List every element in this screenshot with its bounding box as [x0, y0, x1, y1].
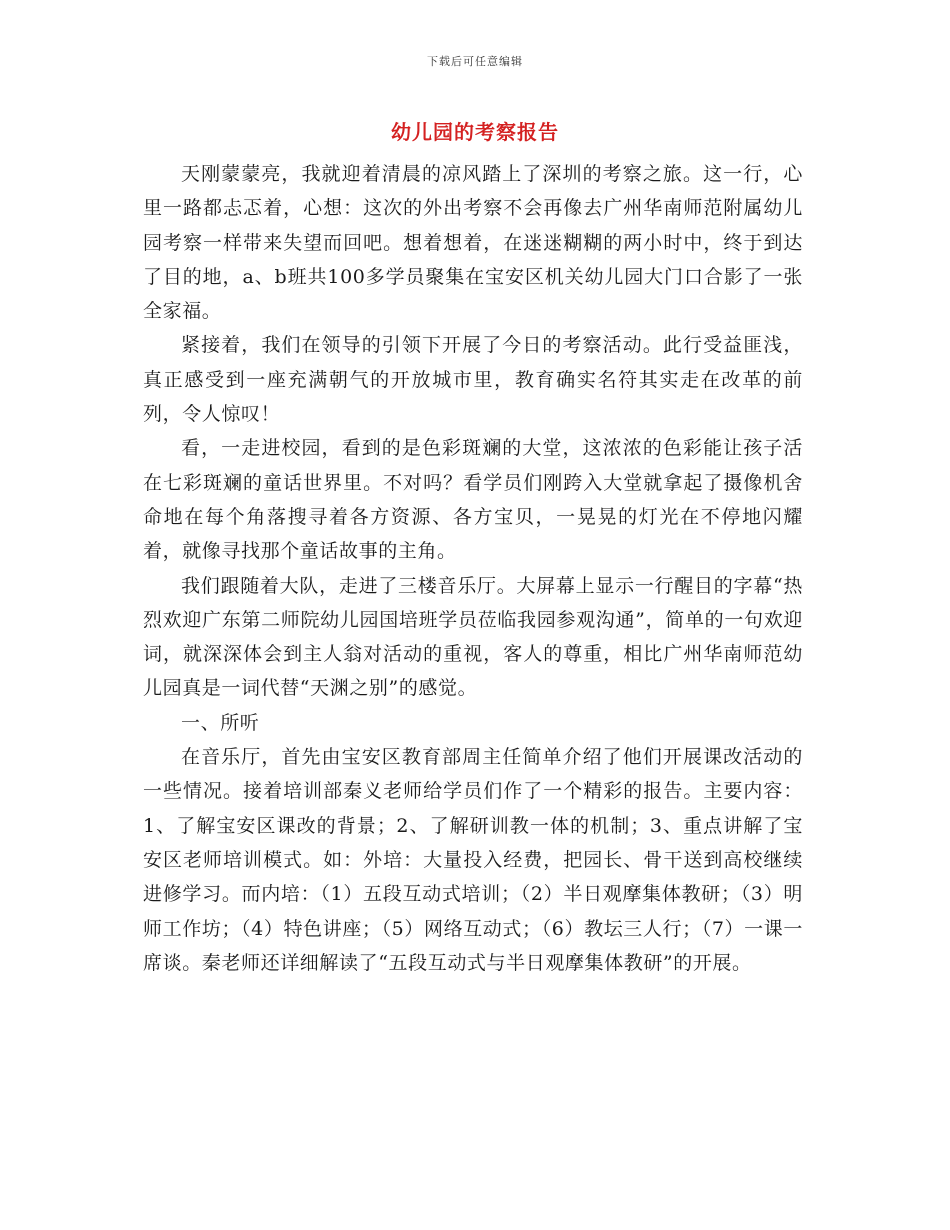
- document-title: 幼儿园的考察报告: [391, 120, 559, 144]
- paragraph-5: 在音乐厅，首先由宝安区教育部周主任简单介绍了他们开展课改活动的一些情况。接着培训部秦义老师给学员们作了一个精彩的报告。主要内容：1、了解宝安区课改的背景；2、了解研训教一体的机制；3、重点讲解了宝安区老师培训模式。如：外培：大量投入经费，把园长、骨干送到高校继续进修学习。而内培：（1）五段互动式培训；（2）半日观摩集体教研；（3）明师工作坊；（4）特色讲座；（5）网络互动式；（6）教坛三人行；（7）一课一席谈。秦老师还详细解读了“五段互动式与半日观摩集体教研”的开展。: [143, 746, 803, 974]
- document-body: [143, 157, 803, 980]
- paragraph-2: 紧接着，我们在领导的引领下开展了今日的考察活动。此行受益匪浅，真正感受到一座充满朝气的开放城市里，教育确实名符其实走在改革的前列，令人惊叹！: [143, 334, 803, 426]
- page-header-note: 下载后可任意编辑: [427, 55, 523, 68]
- section-heading-listening: 一、所听: [181, 711, 260, 734]
- paragraph-4: 我们跟随着大队，走进了三楼音乐厅。大屏幕上显示一行醒目的字幕“热烈欢迎广东第二师院幼儿园国培班学员莅临我园参观沟通”，简单的一句欢迎词，就深深体会到主人翁对活动的重视，客人的尊重，相比广州华南师范幼儿园真是一词代替“天渊之别”的感觉。: [143, 574, 803, 700]
- paragraph-3: 看，一走进校园，看到的是色彩斑斓的大堂，这浓浓的色彩能让孩子活在七彩斑斓的童话世界里。不对吗？看学员们刚跨入大堂就拿起了摄像机舍命地在每个角落搜寻着各方资源、各方宝贝，一晃晃的灯光在不停地闪耀着，就像寻找那个童话故事的主角。: [143, 437, 803, 563]
- paragraph-1: 天刚蒙蒙亮，我就迎着清晨的凉风踏上了深圳的考察之旅。这一行，心里一路都忐忑着，心想：这次的外出考察不会再像去广州华南师范附属幼儿园考察一样带来失望而回吧。想着想着，在迷迷糊糊的两小时中，终于到达了目的地，a、b班共100多学员聚集在宝安区机关幼儿园大门口合影了一张全家福。: [143, 163, 803, 323]
